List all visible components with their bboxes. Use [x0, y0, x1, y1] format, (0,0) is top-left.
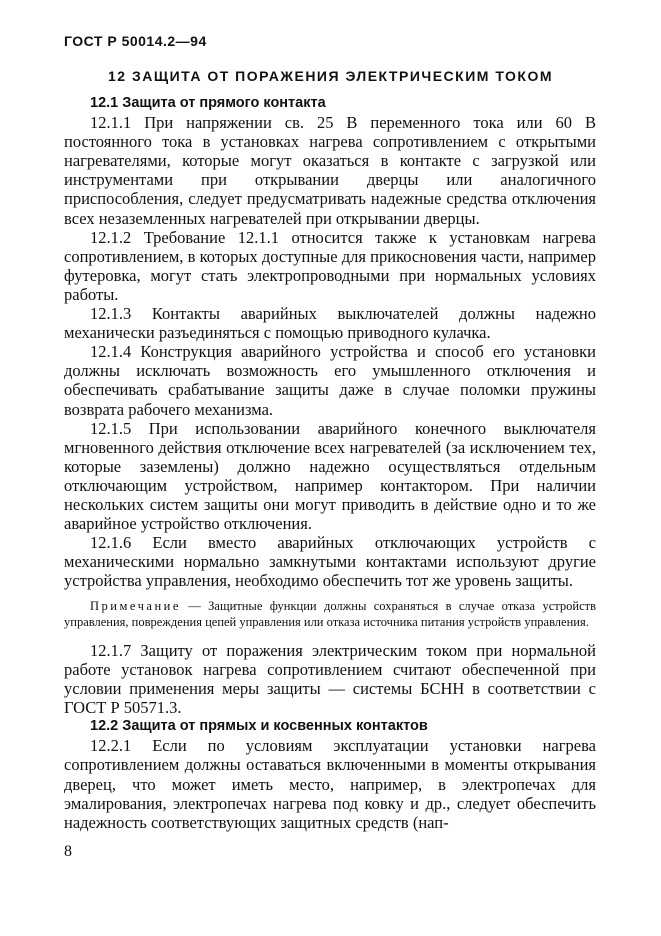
paragraph-12-1-4: 12.1.4 Конструкция аварийного устройства и способ его установки должны исключать возможность его умышленного отключения и обеспечивать срабатывание защиты даже в случае поломки пружины возврата рабочего механизма. [64, 342, 596, 419]
paragraph-12-1-7: 12.1.7 Защиту от поражения электрическим током при нормальной работе установок нагрева сопротивлением считают обеспеченной при условии применения меры защиты — системы БСНН в соответствии с ГОСТ Р 50571.3. [64, 640, 596, 718]
subsection-heading-12-1: 12.1 Защита от прямого контакта [90, 95, 326, 111]
standard-header: ГОСТ Р 50014.2—94 [64, 33, 207, 49]
subsection-heading-12-2: 12.2 Защита от прямых и косвенных контактов [90, 718, 428, 735]
paragraph-12-1-2: 12.1.2 Требование 12.1.1 относится также к установкам нагрева сопротивлением, в которых доступные для прикосновения части, например футеровка, могут стать электропроводными при нормальных условиях работы. [64, 227, 596, 304]
paragraph-12-1-3: 12.1.3 Контакты аварийных выключателей должны надежно механически разъединяться с помощью приводного кулачка. [64, 304, 596, 343]
paragraph-12-1-6: 12.1.6 Если вместо аварийных отключающих устройств с механическими нормально замкнутыми контактами используют другие устройства управления, необходимо обеспечить тот же уровень защиты. [64, 533, 596, 591]
paragraph-12-1-5: 12.1.5 При использовании аварийного конечного выключателя мгновенного действия отключение всех нагревателей (за исключением тех, которые заземлены) должно надежно осуществляться отдельным отключающим устройством, например контактором. При наличии нескольких систем защиты они могут приводить в действие одно и то же аварийное устройство отключения. [64, 418, 596, 534]
page-number: 8 [64, 843, 72, 860]
note-label: Примечание [90, 599, 181, 614]
paragraph-12-1-1: 12.1.1 При напряжении св. 25 В переменного тока или 60 В постоянного тока в установках нагрева сопротивлением с открытыми нагревателями, которые могут оказаться в контакте с загрузкой или инструментами при открывании дверцы или аналогичного приспособления, следует предусматривать надежные средства отключения всех незаземленных нагревателей при открывании дверцы. [64, 113, 596, 228]
paragraph-12-2-1: 12.2.1 Если по условиям эксплуатации установки нагрева сопротивлением должны оставаться включенными в моменты открывания дверец, что может иметь место, например, в электропечах для эмалирования, электропечах нагрева под ковку и др., следует обеспечить надежность соответствующих защитных средств (нап- [64, 736, 596, 832]
body-text [64, 94, 596, 832]
note-text: — Защитные функции должны сохраняться в случае отказа устройств управления, повреждения цепей управления или отказа источника питания устройств управления. [64, 599, 596, 629]
note [64, 599, 596, 629]
section-title: 12 ЗАЩИТА ОТ ПОРАЖЕНИЯ ЭЛЕКТРИЧЕСКИМ ТОКОМ [107, 68, 554, 84]
